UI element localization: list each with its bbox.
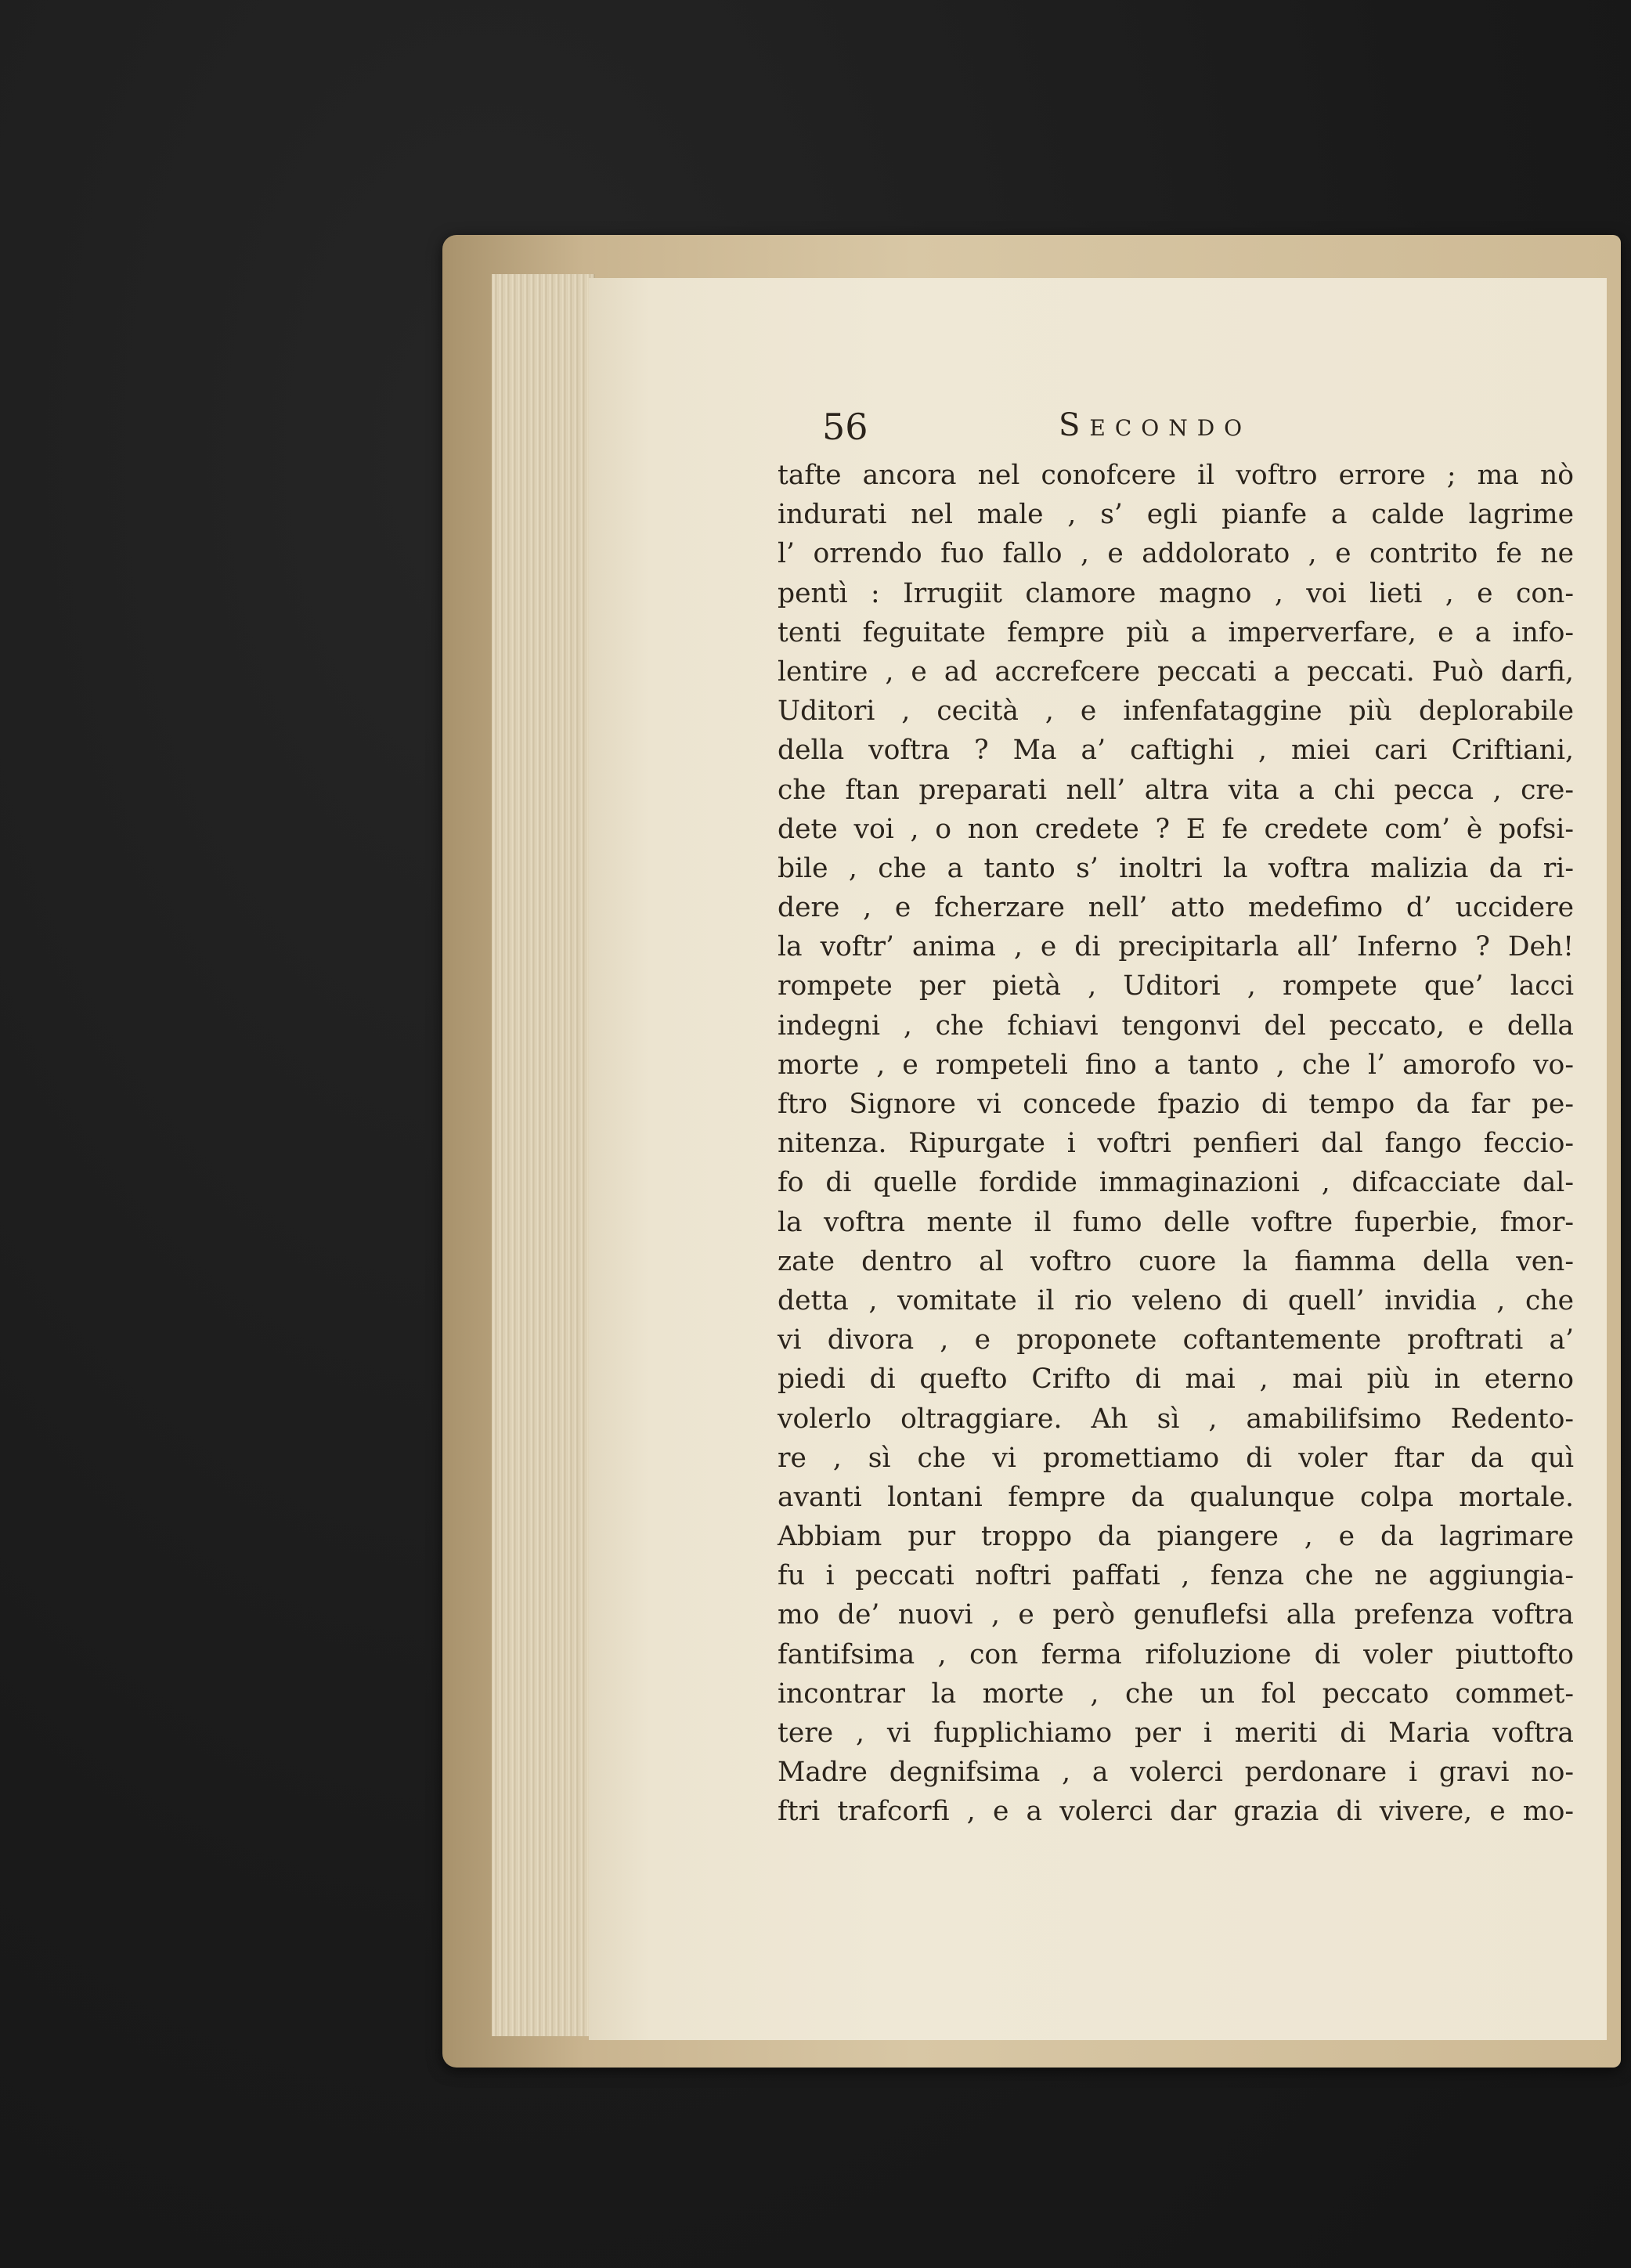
text-line: dere , e fcherzare nell’ atto medefimo d’ uccidere bbox=[778, 892, 1574, 924]
text-line: Madre degnifsima , a volerci perdonare i gravi no- bbox=[778, 1757, 1574, 1789]
text-line: indegni , che fchiavi tengonvi del peccato, e della bbox=[778, 1009, 1574, 1042]
text-line: mo de’ nuovi , e però genuflefsi alla prefenza voftra bbox=[778, 1599, 1574, 1631]
text-line: Abbiam pur troppo da piangere , e da lagrimare bbox=[778, 1521, 1574, 1553]
text-line: l’ orrendo fuo fallo , e addolorato , e contrito fe ne bbox=[778, 538, 1574, 570]
text-line: morte , e rompeteli fino a tanto , che l’ amorofo vo- bbox=[778, 1049, 1574, 1081]
text-line: piedi di quefto Crifto di mai , mai più in eterno bbox=[778, 1363, 1574, 1396]
running-head: Secondo bbox=[1059, 407, 1252, 443]
text-line: indurati nel male , s’ egli pianfe a calde lagrime bbox=[778, 499, 1574, 531]
text-line: fu i peccati noftri paffati , fenza che ne aggiungia- bbox=[778, 1560, 1574, 1592]
page-number: 56 bbox=[822, 406, 868, 448]
page-header bbox=[822, 406, 1370, 460]
text-line: fantifsima , con ferma rifoluzione di voler piuttofto bbox=[778, 1638, 1574, 1670]
text-line: ftro Signore vi concede fpazio di tempo da far pe- bbox=[778, 1089, 1574, 1120]
text-line: tafte ancora nel conofcere il voftro errore ; ma nò bbox=[778, 460, 1574, 491]
text-line: la voftr’ anima , e di precipitarla all’ Inferno ? Deh! bbox=[778, 931, 1574, 963]
text-line: detta , vomitate il rio veleno di quell’ invidia , che bbox=[778, 1284, 1574, 1316]
text-line: volerlo oltraggiare. Ah sì , amabilifsimo Redento- bbox=[778, 1403, 1574, 1435]
text-line: tere , vi fupplichiamo per i meriti di Maria voftra bbox=[778, 1717, 1574, 1749]
text-line: vi divora , e proponete coftantemente proftrati a’ bbox=[778, 1324, 1574, 1356]
body-text bbox=[778, 456, 1574, 1832]
text-line: fo di quelle fordide immaginazioni , difcacciate dal- bbox=[778, 1167, 1574, 1199]
text-line: avanti lontani fempre da qualunque colpa mortale. bbox=[778, 1481, 1574, 1513]
text-line: la voftra mente il fumo delle voftre fuperbie, fmor- bbox=[778, 1206, 1574, 1238]
text-line: zate dentro al voftro cuore la fiamma della ven- bbox=[778, 1245, 1574, 1277]
page-edges bbox=[492, 274, 595, 2036]
text-line: Uditori , cecità , e infenfataggine più deplorabile bbox=[778, 695, 1574, 728]
text-line: incontrar la morte , che un fol peccato commet- bbox=[778, 1678, 1574, 1710]
text-line: tenti feguitate fempre più a imperverfare, e a info- bbox=[778, 616, 1574, 648]
text-line: nitenza. Ripurgate i voftri penfieri dal fango feccio- bbox=[778, 1128, 1574, 1160]
text-line: pentì : Irrugiit clamore magno , voi lieti , e con- bbox=[778, 577, 1574, 609]
text-line: rompete per pietà , Uditori , rompete que’ lacci bbox=[778, 970, 1574, 1002]
text-line: bile , che a tanto s’ inoltri la voftra malizia da ri- bbox=[778, 852, 1574, 884]
text-line: dete voi , o non credete ? E fe credete com’ è pofsi- bbox=[778, 813, 1574, 845]
text-line: re , sì che vi promettiamo di voler ftar da quì bbox=[778, 1442, 1574, 1474]
text-line: ftri trafcorfi , e a volerci dar grazia di vivere, e mo- bbox=[778, 1796, 1574, 1828]
text-line: che ftan preparati nell’ altra vita a chi pecca , cre- bbox=[778, 774, 1574, 806]
text-line: lentire , e ad accrefcere peccati a peccati. Può darfi, bbox=[778, 655, 1574, 688]
text-line: della voftra ? Ma a’ caftighi , miei cari Criftiani, bbox=[778, 735, 1574, 767]
